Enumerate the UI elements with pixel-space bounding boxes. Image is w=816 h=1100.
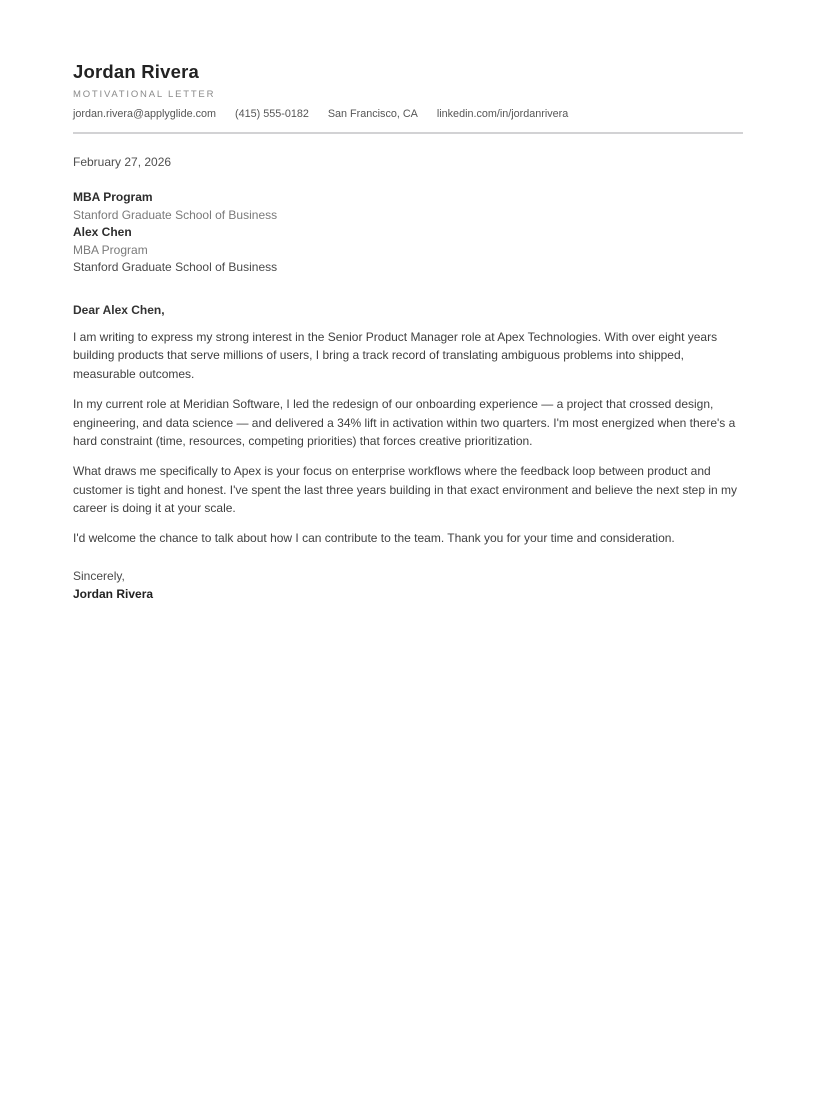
closing-line: Sincerely,	[73, 568, 125, 583]
letter-body	[73, 155, 743, 604]
letter-date: February 27, 2026	[73, 155, 172, 170]
author-name: Jordan Rivera	[73, 61, 199, 82]
letter-paragraph-2: In my current role at Meridian Software, I led the redesign of our onboarding experience — a project that crossed design, engineering, and data science — and delivered a 34% lift in activation within two quarters. I'm most energized when there's a hard constraint (time, resources, competing priorities) that forces creative prioritization.	[73, 396, 736, 449]
signature-name: Jordan Rivera	[73, 587, 154, 602]
contact-location: San Francisco, CA	[327, 108, 418, 121]
recipient-program: MBA Program	[73, 190, 153, 205]
contact-email: jordan.rivera@applyglide.com	[73, 108, 216, 121]
recipient-school: Stanford Graduate School of Business	[73, 207, 278, 222]
letter-document	[73, 0, 743, 604]
closing-block	[73, 567, 743, 604]
letter-header	[73, 61, 743, 134]
recipient-contact-role: MBA Program	[73, 242, 148, 257]
letter-paragraph-4: I'd welcome the chance to talk about how I can contribute to the team. Thank you for your time and consideration.	[73, 531, 675, 546]
recipient-contact-school: Stanford Graduate School of Business	[73, 260, 278, 275]
letter-paragraph-3: What draws me specifically to Apex is your focus on enterprise workflows where the feedback loop between product and customer is tight and honest. I've spent the last three years building in that exact environment and believe the next step in my career is doing it at your scale.	[73, 463, 738, 516]
document-type-label: MOTIVATIONAL LETTER	[73, 89, 216, 101]
contact-row	[73, 108, 743, 120]
contact-phone: (415) 555-0182	[235, 108, 309, 121]
salutation: Dear Alex Chen,	[73, 302, 165, 317]
letter-paragraph-1: I am writing to express my strong interest in the Senior Product Manager role at Apex Technologies. With over eight years building products that serve millions of users, I bring a track record of translating ambiguous problems into shipped, measurable outcomes.	[73, 329, 718, 382]
header-divider	[73, 132, 743, 134]
recipient-contact-name: Alex Chen	[73, 225, 132, 240]
recipient-block	[73, 189, 743, 277]
contact-linkedin: linkedin.com/in/jordanrivera	[436, 108, 569, 121]
